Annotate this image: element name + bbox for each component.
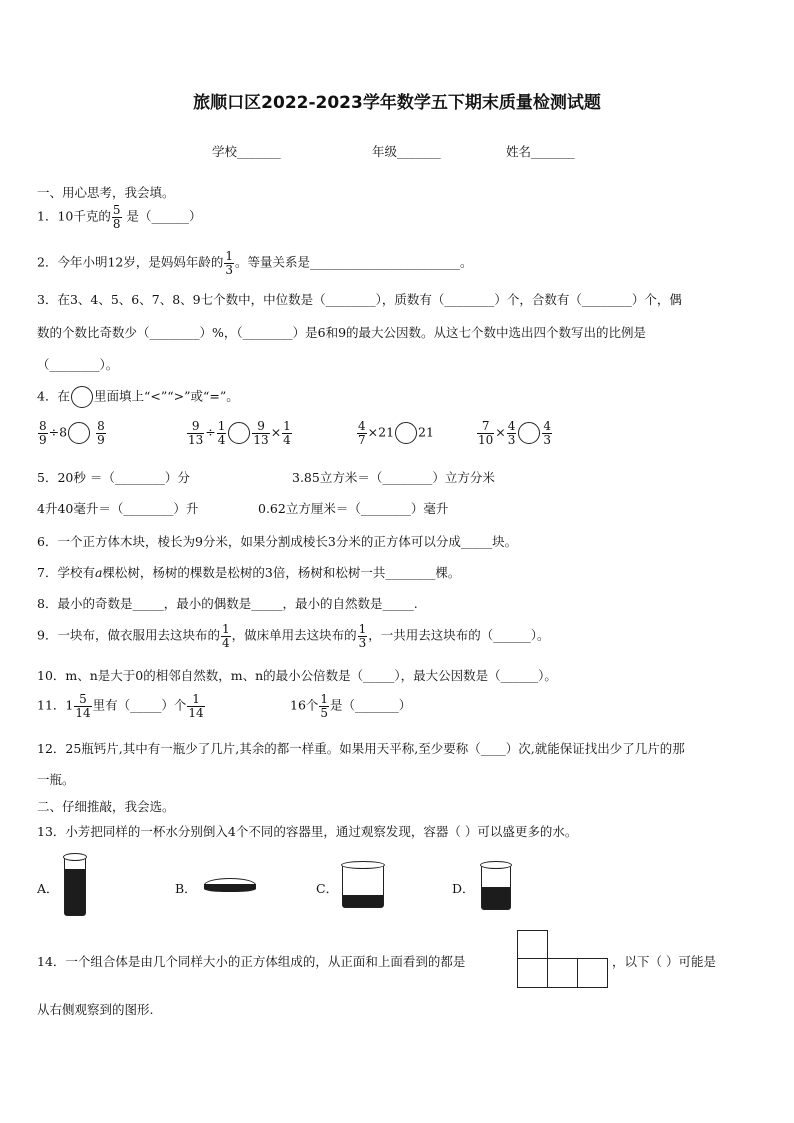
grade-field: 年级_______ [372,144,441,159]
answer-circle[interactable] [395,422,417,444]
compare-expression-3: $\frac{4}{7}$ ×21 21 [358,419,434,447]
wide-cup-icon [342,864,384,908]
question-12-line-2: 一瓶。 [37,772,75,787]
page-title: 旅顺口区2022-2023学年数学五下期末质量检测试题 [193,93,601,113]
option-b-label[interactable]: B． [175,881,197,896]
question-11b: 16个 $\frac{1}{5}$ 是（_______） [290,692,412,720]
answer-circle[interactable] [518,422,540,444]
question-10: 10．m、n是大于0的相邻自然数，m、n的最小公倍数是（_____），最大公因数是（______）。 [37,668,557,683]
answer-circle[interactable] [71,386,93,408]
compare-expression-1: $\frac{8}{9}$ ÷8 $\frac{8}{9}$ [39,419,105,447]
section-2-heading: 二、仔细推敲，我会选。 [37,799,175,814]
question-1: 1．10千克的 $\frac{5}{8}$ 是（______） [37,203,202,231]
question-8: 8．最小的奇数是_____，最小的偶数是_____，最小的自然数是_____. [37,596,418,611]
question-5b: 3.85立方米＝（________）立方分米 [292,470,495,485]
question-5d: 0.62立方厘米＝（________）毫升 [258,501,449,516]
flat-dish-icon [204,878,256,892]
question-2: 2．今年小明12岁，是妈妈年龄的 $\frac{1}{3}$ 。等量关系是________________________。 [37,249,473,277]
school-field: 学校_______ [212,144,281,159]
question-3-line-2: 数的个数比奇数少（________）%，（________）是6和9的最大公因数。从这七个数中选出四个数写出的比例是 [37,325,647,340]
question-3-line-3: （________）。 [37,357,119,372]
option-a-label[interactable]: A． [37,881,59,896]
option-d-label[interactable]: D． [452,881,475,896]
question-4: 4．在 里面填上“<”“>”或“=”。 [37,386,239,408]
question-12-line-1: 12．25瓶钙片,其中有一瓶少了几片,其余的都一样重。如果用天平称,至少要称（____）次,就能保证找出少了几片的那 [37,741,685,756]
answer-circle[interactable] [68,422,90,444]
section-1-heading: 一、用心思考，我会填。 [37,185,175,200]
question-5a: 5．20秒 ＝（________）分 [37,470,190,485]
question-5c: 4升40毫升＝（________）升 [37,501,199,516]
question-11a: 11．1 $\frac{5}{14}$ 里有（_____）个 $\frac{1}{14}$ [37,692,204,720]
question-14-post: ，以下（ ）可能是 [612,954,716,969]
question-7: 7．学校有a棵松树，杨树的棵数是松树的3倍，杨树和松树一共________棵。 [37,565,461,580]
answer-circle[interactable] [228,422,250,444]
fraction: $\frac{5}{8}$ [112,203,121,231]
name-field: 姓名_______ [506,144,575,159]
compare-expression-4: $\frac{7}{10}$ × $\frac{4}{3}$ $\frac{4}{3}$ [478,419,552,447]
question-6: 6．一个正方体木块，棱长为9分米，如果分割成棱长3分米的正方体可以分成_____块。 [37,534,518,549]
question-14-line-2: 从右侧观察到的图形. [37,1002,154,1017]
question-3-line-1: 3．在3、4、5、6、7、8、9七个数中，中位数是（________），质数有（________）个，合数有（________）个，偶 [37,292,682,307]
medium-cup-icon [481,864,511,910]
tall-cup-icon [64,856,86,916]
question-9: 9．一块布，做衣服用去这块布的 $\frac{1}{4}$ ，做床单用去这块布的 $\frac{1}{3}$ ，一共用去这块布的（______）。 [37,622,550,650]
option-c-label[interactable]: C． [316,881,339,896]
question-14-pre: 14．一个组合体是由几个同样大小的正方体组成的，从正面和上面看到的都是 [37,954,466,969]
question-13: 13．小芳把同样的一杯水分别倒入4个不同的容器里，通过观察发现，容器（ ）可以盛更多的水。 [37,824,578,839]
compare-expression-2: $\frac{9}{13}$ ÷ $\frac{1}{4}$ $\frac{9}{13}$ × $\frac{1}{4}$ [188,419,291,447]
